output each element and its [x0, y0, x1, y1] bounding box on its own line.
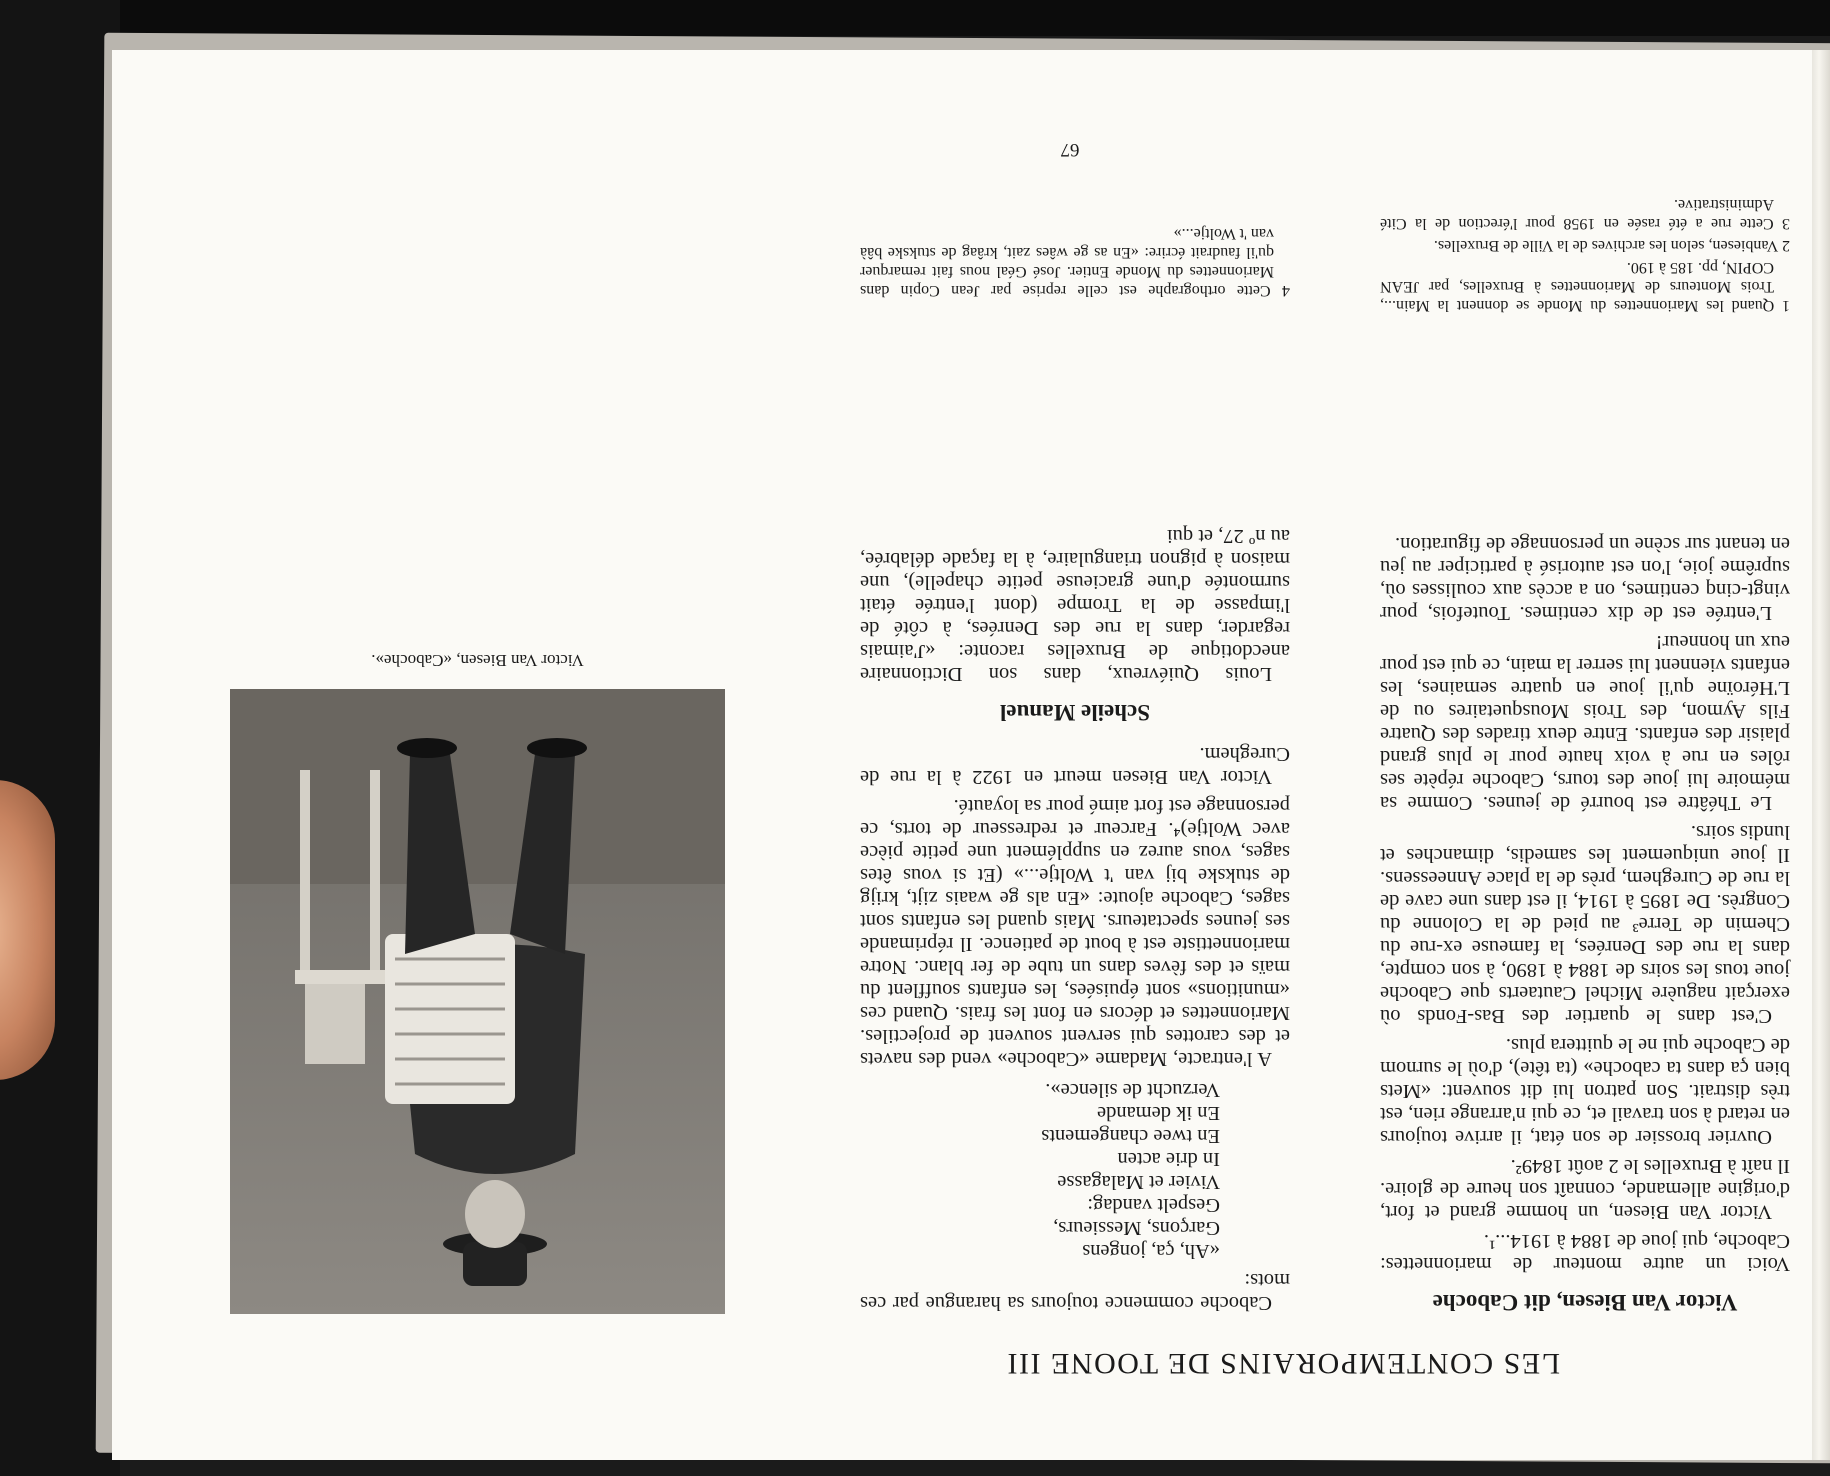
paragraph: A l'entracte, Madame «Caboche» vend des navets et des carottes qui servent souvent de projectiles. Marionnettes et décors en font les frais. Quand ces «munitions» sont épuisées, les enfants soufflent du maïs et des fèves dans un tube de fer blanc. Notre marionnettiste est à bout de patience. Il réprimande ses jeunes spectateurs. Mais quand les enfants sont sages, Caboche ajoute: «En als ge waais zijt, krijg de stukske bij van 't Woltje...» (Et si vous êtes sages, vous aurez en supplément une petite pièce avec Woltje)⁴. Farceur et redresseur de torts, ce personnage est fort aimé pour sa loyauté. — [860, 795, 1290, 1070]
photo-illustration — [230, 689, 725, 1314]
dark-background-top — [0, 0, 1830, 36]
footnote: 3 Cette rue a été rasée en 1958 pour l'érection de la Cité Administrative. — [1380, 196, 1790, 232]
section-heading-scheile-manuel: Scheile Manuel — [999, 700, 1151, 725]
verse-line: Garçons, Messieurs, — [1053, 1217, 1220, 1239]
column-middle — [860, 518, 1290, 1314]
paragraph: Caboche commence toujours sa harangue par ces mots: — [860, 1269, 1290, 1314]
paragraph: Le Théâtre est bourré de jeunes. Comme sa mémoire lui joue des tours, Caboche répète ses rôles en rue à voix haute pour le plus grand plaisir des enfants. Entre deux tirades des Quatre Fils Aymon, des Trois Mousquetaires ou de L'Héroïne qu'il joue en quatre semaines, les enfants viennent lui serrer la main, ce qui est pour eux un honneur! — [1380, 631, 1790, 814]
verse-line: En ik demande — [1097, 1102, 1220, 1124]
section-heading-caboche: Victor Van Biesen, dit Caboche — [1432, 1290, 1738, 1315]
verse-line: En twee changements — [1041, 1125, 1220, 1147]
upside-down-printed-page — [112, 50, 1830, 1460]
verse-line: Vivier et Malagasse — [1057, 1171, 1220, 1193]
footnote: 4 Cette orthographe est celle reprise par Jean Copin dans Marionnettes du Monde Entier. José Géal nous fait remarquer qu'il faudrait écrire: «En as ge wâes zait, krâag de stukske bâà van 't Woltje...» — [860, 225, 1290, 299]
footnote: 1 Quand les Marionnettes du Monde se donnent la Main..., Trois Monteurs de Marionnettes à Bruxelles, par JEAN COPIN, pp. 185 à 190. — [1380, 259, 1790, 314]
footnotes-right — [860, 221, 1290, 300]
harangue-verse — [860, 1078, 1290, 1262]
paragraph: Louis Quiévreux, dans son Dictionnaire anecdotique de Bruxelles raconte: «J'aimais regarder, dans la rue des Denrées, à côté de l'impasse de la Trompe (dont l'entrée était surmontée d'une gracieuse petite chapelle), une maison à pignon triangulaire, à la façade délabrée, au nº 27, et qui — [860, 525, 1290, 685]
paragraph: Victor Van Biesen meurt en 1922 à la rue de Cureghem. — [860, 743, 1290, 788]
footnotes-left — [1380, 192, 1790, 315]
thumb-holding-page — [0, 780, 55, 1080]
running-title: LES CONTEMPORAINS DE TOONE III — [1006, 1347, 1560, 1380]
verse-line: In drie acten — [1117, 1148, 1220, 1170]
paragraph: Voici un autre monteur de marionnettes: Caboche, qui joue de 1884 à 1914...¹. — [1380, 1230, 1790, 1275]
verse-line: Gespelt vandag: — [1087, 1194, 1220, 1216]
footnote: 2 Vanbiesen, selon les archives de la Ville de Bruxelles. — [1433, 237, 1790, 254]
book-page — [112, 50, 1830, 1460]
photo-victor-van-biesen — [230, 689, 725, 1314]
column-left — [1380, 526, 1790, 1314]
photo-caption: Victor Van Biesen, «Caboche». — [371, 651, 584, 670]
paragraph: Victor Van Biesen, un homme grand et fort, d'origine allemande, connaît son heure de gloire. Il naît à Bruxelles le 2 août 1849². — [1380, 1155, 1790, 1223]
verse-line: Verzucht de silence». — [1045, 1079, 1220, 1101]
verse-line: «Ah, ça, jongens — [1082, 1240, 1220, 1262]
page-number: 67 — [1060, 139, 1080, 160]
paragraph: Ouvrier brossier de son état, il arrive toujours en retard à son travail et, ce qui n'arrange rien, est très distrait. Son patron lui dit souvent: «Mets bien ça dans ta caboche» (ta tête), d'où le surnom de Caboche qui ne le quittera plus. — [1380, 1034, 1790, 1148]
paragraph: C'est dans le quartier des Bas-Fonds où exerçait naguère Michel Cautaerts que Caboche joue tous les soirs de 1884 à 1890, à son compte, dans la rue des Denrées, la fameuse ex-rue du Chemin de Terre³ au pied de la Colonne du Congrès. De 1895 à 1914, il est dans une cave de la rue de Cureghem, près de la place Anneessens. Il joue uniquement les samedis, dimanches et lundis soirs. — [1380, 821, 1790, 1027]
paragraph: L'entrée est de dix centimes. Toutefois, pour vingt-cinq centimes, on a accès aux coulisses où, suprême joie, l'on est autorisé à participer au jeu en tenant sur scène un personnage de figuration. — [1380, 533, 1790, 624]
